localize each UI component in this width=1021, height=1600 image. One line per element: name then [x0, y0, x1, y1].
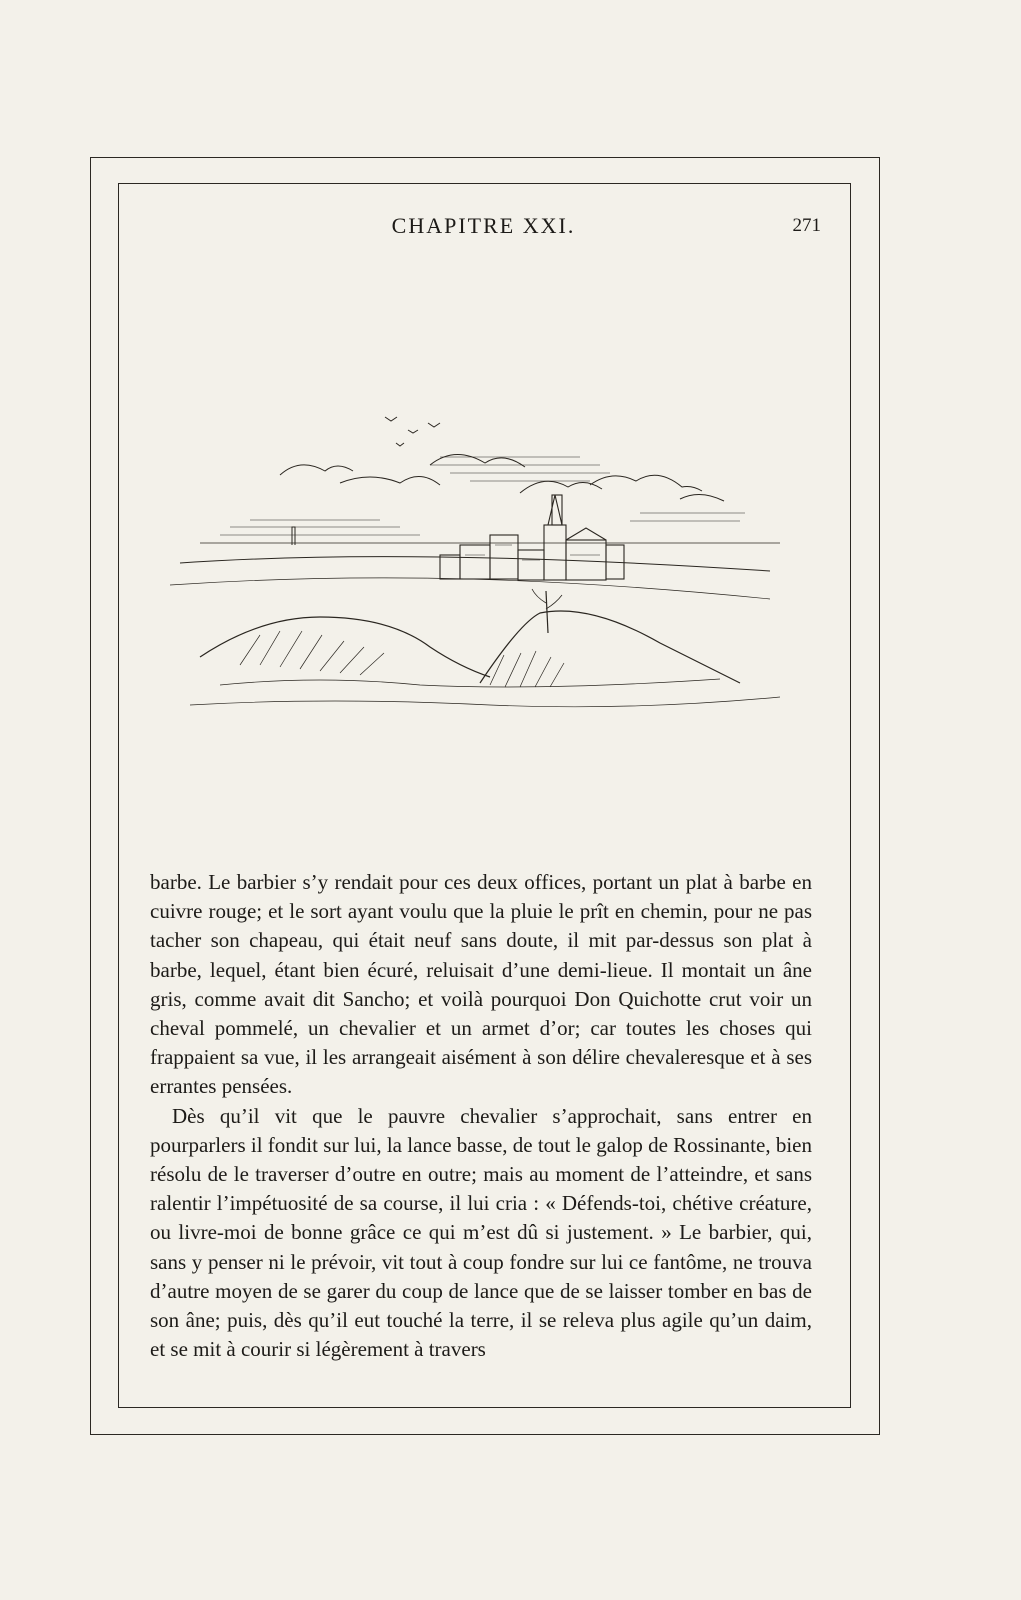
- page-number: 271: [792, 215, 821, 236]
- body-text: [150, 868, 812, 1364]
- running-header: [118, 205, 849, 245]
- chapter-title: CHAPITRE XXI.: [391, 213, 576, 238]
- paragraph: Dès qu’il vit que le pauvre chevalier s’approchait, sans entrer en pourparlers il fondit sur lui, la lance basse, de tout le galop de Rossinante, bien résolu de le traverser d’outre en outre; mais au moment de l’atteindre, et sans ralentir l’impétuosité de sa course, il lui cria : « Défends-toi, chétive créature, ou livre-moi de bonne grâce ce qui m’est dû si justement. » Le barbier, qui, sans y penser ni le prévoir, vit tout à coup fondre sur lui ce fantôme, ne trouva d’autre moyen de se garer du coup de lance que de se laisser tomber en bas de son âne; puis, dès qu’il eut touché la terre, il se releva plus agile qu’un daim, et se mit à courir si légèrement à travers: [150, 1103, 812, 1362]
- paragraph: barbe. Le barbier s’y rendait pour ces deux offices, portant un plat à barbe en cuivre rouge; et le sort ayant voulu que la pluie le prît en chemin, pour ne pas tacher son chapeau, qui était neuf sans doute, il mit par-dessus son plat à barbe, lequel, étant bien écuré, reluisait d’une demi-lieue. Il montait un âne gris, comme avait dit Sancho; et voilà pourquoi Don Quichotte crut voir un cheval pommelé, un chevalier et un armet d’or; car toutes les choses qui frappaient sa vue, il les arrangeait aisément à son délire chevaleresque et à ses errantes pensées.: [150, 870, 812, 1099]
- landscape-engraving: [160, 395, 800, 735]
